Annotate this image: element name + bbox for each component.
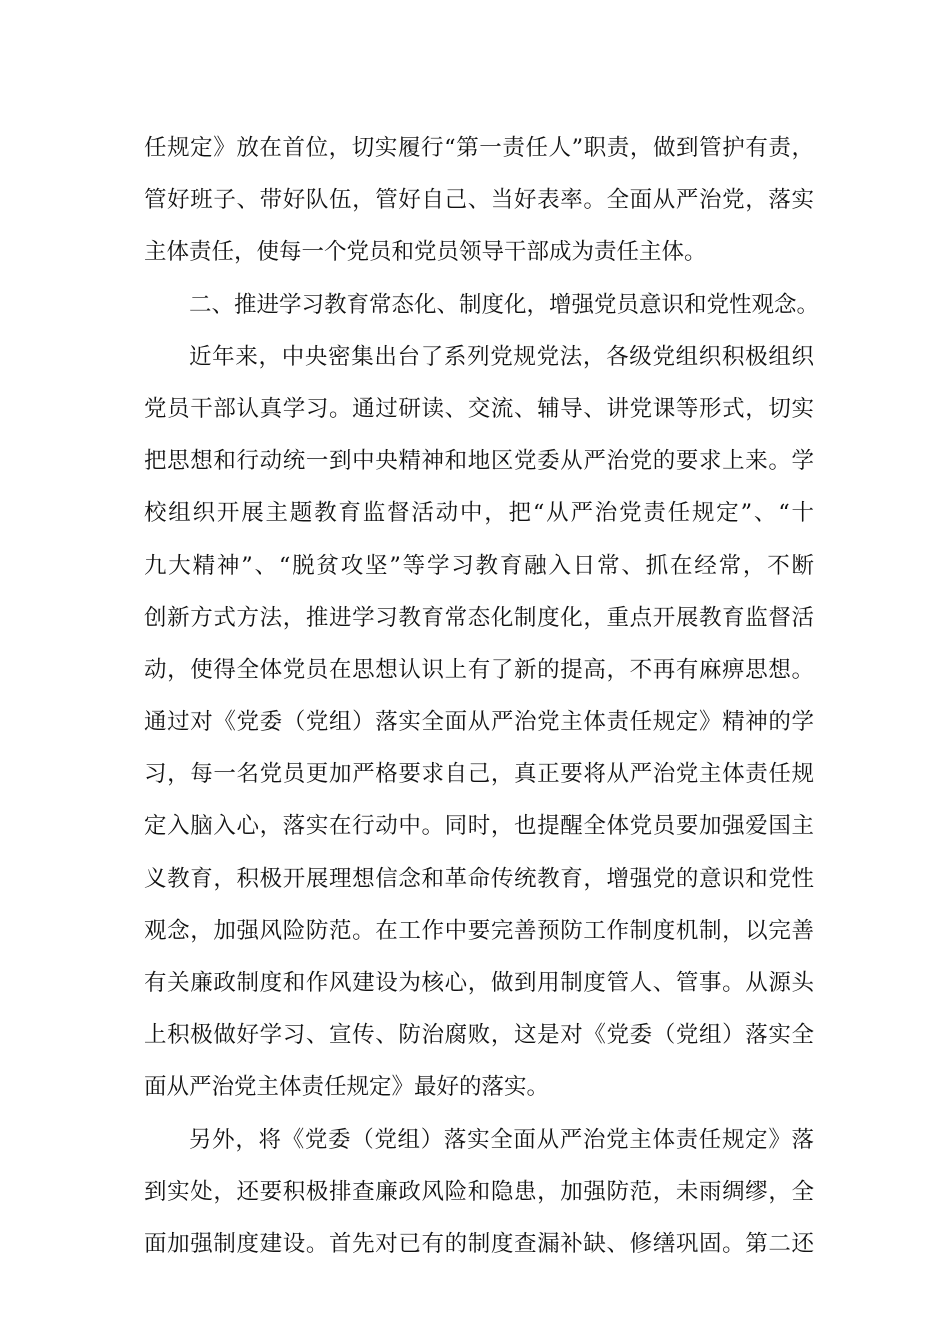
- paragraph-line: 党员干部认真学习。通过研读、交流、辅导、讲党课等形式，切实: [144, 395, 814, 422]
- paragraph-line: 观念，加强风险防范。在工作中要完善预防工作制度机制，以完善: [144, 917, 814, 944]
- paragraph-line: 九大精神”、“脱贫攻坚”等学习教育融入日常、抓在经常，不断: [144, 552, 814, 579]
- paragraph-line: 另外，将《党委（党组）落实全面从严治党主体责任规定》落: [189, 1126, 814, 1153]
- paragraph-line: 习，每一名党员更加严格要求自己，真正要将从严治党主体责任规: [144, 761, 814, 788]
- paragraph: [144, 122, 814, 279]
- paragraph-line: 把思想和行动统一到中央精神和地区党委从严治党的要求上来。学: [144, 448, 814, 475]
- paragraph-line: 二、推进学习教育常态化、制度化，增强党员意识和党性观念。: [189, 291, 820, 318]
- paragraph-line: 面加强制度建设。首先对已有的制度查漏补缺、修缮巩固。第二还: [144, 1230, 814, 1257]
- document-body: [144, 122, 820, 1270]
- paragraph-line: 到实处，还要积极排查廉政风险和隐患，加强防范，未雨绸缪，全: [144, 1178, 814, 1205]
- paragraph-line: 上积极做好学习、宣传、防治腐败，这是对《党委（党组）落实全: [144, 1022, 814, 1049]
- paragraph-line: 义教育，积极开展理想信念和革命传统教育，增强党的意识和党性: [144, 865, 814, 892]
- paragraph-line: 任规定》放在首位，切实履行“第一责任人”职责，做到管护有责，: [144, 135, 814, 161]
- paragraph-line: 管好班子、带好队伍，管好自己、当好表率。全面从严治党，落实: [144, 187, 814, 214]
- paragraph-line: 创新方式方法，推进学习教育常态化制度化，重点开展教育监督活: [144, 604, 814, 631]
- paragraph-line: 面从严治党主体责任规定》最好的落实。: [144, 1074, 550, 1101]
- paragraph-line: 有关廉政制度和作风建设为核心，做到用制度管人、管事。从源头: [144, 970, 814, 996]
- paragraph-line: 校组织开展主题教育监督活动中，把“从严治党责任规定”、“十: [144, 500, 814, 527]
- paragraph-line: 定入脑入心，落实在行动中。同时，也提醒全体党员要加强爱国主: [144, 813, 814, 840]
- paragraph-line: 动，使得全体党员在思想认识上有了新的提高，不再有麻痹思想。: [144, 656, 814, 683]
- paragraph: [144, 331, 814, 1114]
- paragraph: [144, 1114, 814, 1271]
- paragraph-line: 主体责任，使每一个党员和党员领导干部成为责任主体。: [144, 239, 707, 266]
- paragraph-line: 近年来，中央密集出台了系列党规党法，各级党组织积极组织: [189, 343, 814, 370]
- paragraph-line: 通过对《党委（党组）落实全面从严治党主体责任规定》精神的学: [144, 709, 814, 736]
- paragraph: [144, 279, 820, 331]
